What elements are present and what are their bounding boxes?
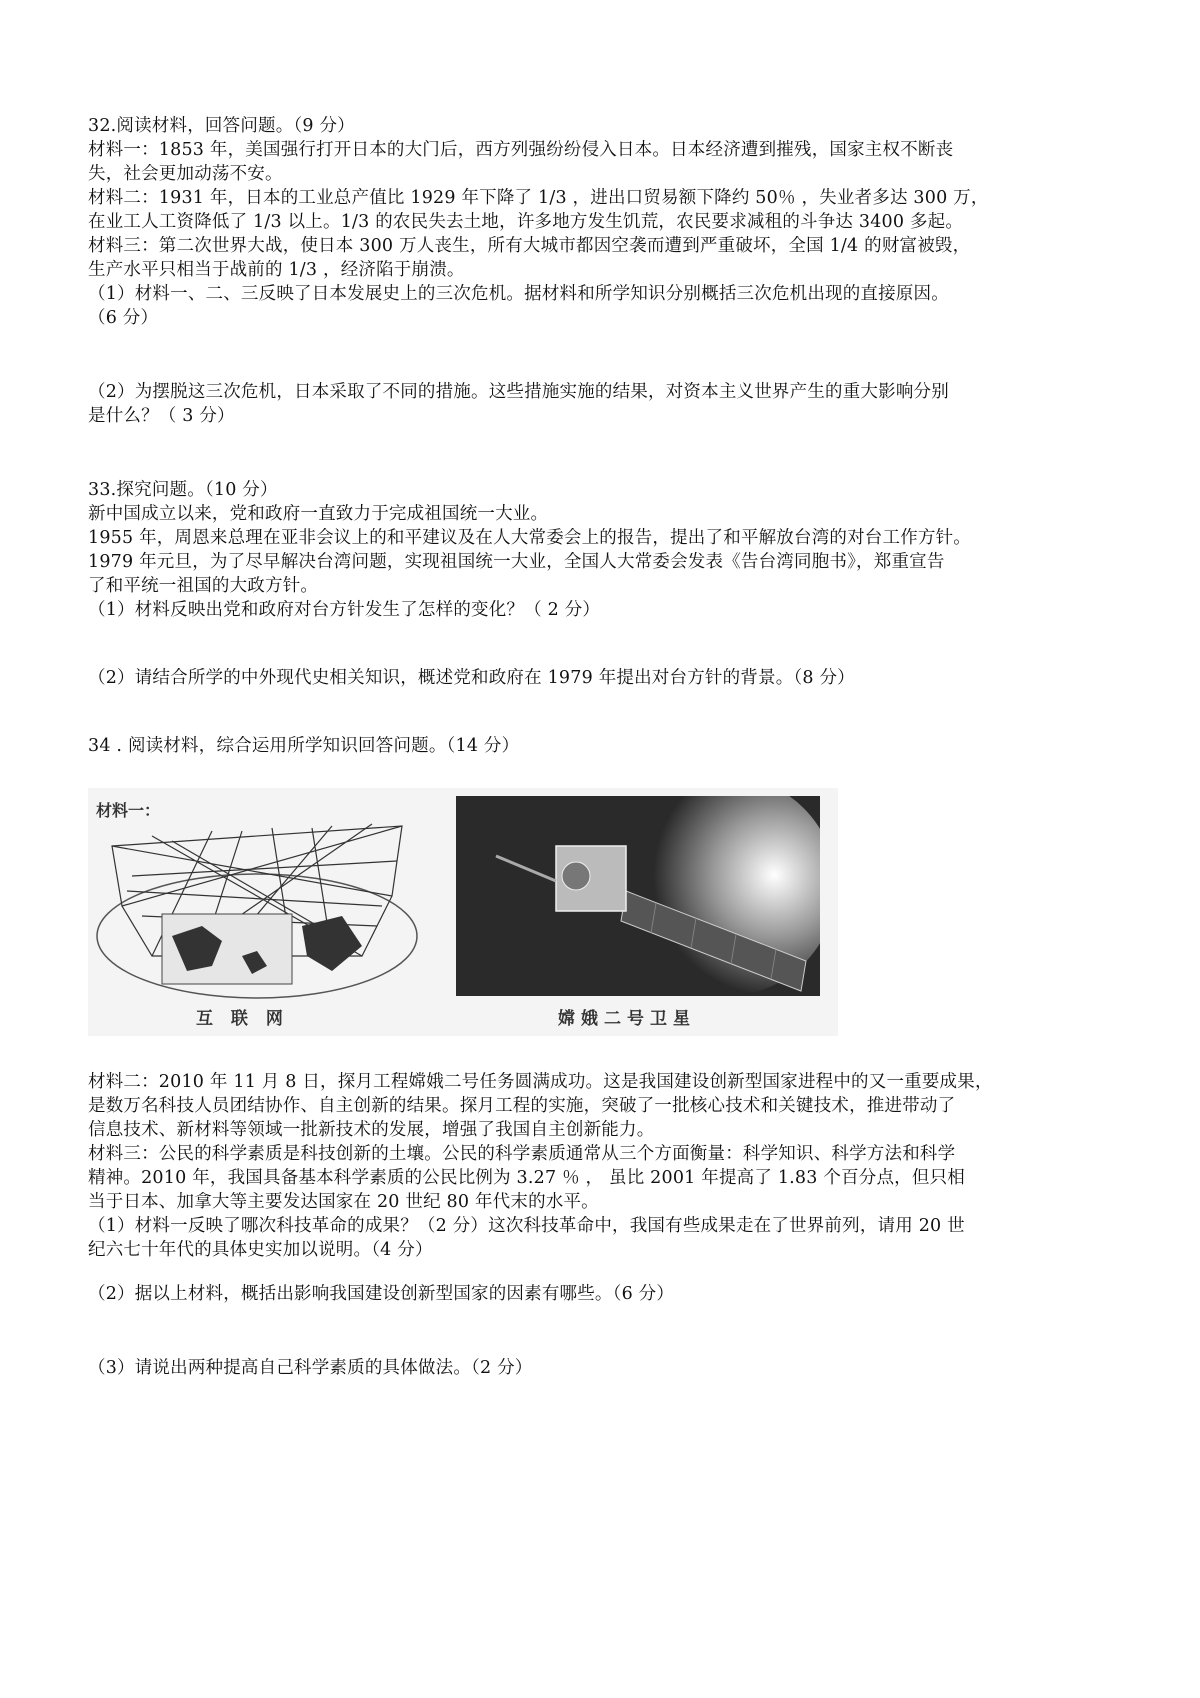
answer-space <box>88 1306 1118 1356</box>
q32-material-1-line-2: 失，社会更加动荡不安。 <box>88 164 283 184</box>
q32-material-3-line-1: 材料三：第二次世界大战，使日本 300 万人丧生，所有大城市都因空袭而遭到严重破坏，全国 1/4 的财富被毁， <box>88 236 971 256</box>
q32-sub-1-line-1: （1）材料一、二、三反映了日本发展史上的三次危机。据材料和所学知识分别概括三次危机出现的直接原因。 <box>88 284 949 304</box>
internet-caption: 互 联 网 <box>196 1009 289 1029</box>
question-33-title: 33.探究问题。（10 分） <box>88 480 278 500</box>
q34-material-2-line-2: 是数万名科技人员团结协作、自主创新的结果。探月工程的实施，突破了一批核心技术和关键技术，推进带动了 <box>88 1096 956 1116</box>
question-34-title: 34 . 阅读材料，综合运用所学知识回答问题。（14 分） <box>88 736 520 756</box>
q33-paragraph-1: 新中国成立以来，党和政府一直致力于完成祖国统一大业。 <box>88 504 549 524</box>
q32-sub-2-line-1: （2）为摆脱这三次危机，日本采取了不同的措施。这些措施实施的结果，对资本主义世界产生的重大影响分别 <box>88 382 949 402</box>
question-32-title: 32.阅读材料，回答问题。（9 分） <box>88 116 355 136</box>
q34-material-2-line-3: 信息技术、新材料等领域一批新技术的发展，增强了我国自主创新能力。 <box>88 1120 655 1140</box>
q34-sub-1-line-2: 纪六七十年代的具体史实加以说明。（4 分） <box>88 1240 433 1260</box>
exam-page <box>88 114 1118 1380</box>
q32-material-2-line-1: 材料二：1931 年，日本的工业总产值比 1929 年下降了 1/3 ，进出口贸易额下降约 50％ ，失业者多达 300 万， <box>88 188 989 208</box>
question-34 <box>88 734 1118 1380</box>
question-33 <box>88 478 1118 690</box>
answer-space <box>88 690 1118 734</box>
answer-space <box>88 1262 1118 1282</box>
change-2-satellite-image <box>456 796 820 996</box>
q32-material-1-line-1: 材料一：1853 年，美国强行打开日本的大门后，西方列强纷纷侵入日本。日本经济遭到摧残，国家主权不断丧 <box>88 140 954 160</box>
q32-material-2-line-2: 在业工人工资降低了 1/3 以上。1/3 的农民失去土地，许多地方发生饥荒，农民要求减租的斗争达 3400 多起。 <box>88 212 964 232</box>
q33-sub-1: （1）材料反映出党和政府对台方针发生了怎样的变化？（ 2 分） <box>88 600 601 620</box>
q34-sub-3: （3）请说出两种提高自己科学素质的具体做法。（2 分） <box>88 1358 533 1378</box>
q34-sub-1-line-1: （1）材料一反映了哪次科技革命的成果？（2 分）这次科技革命中，我国有些成果走在了世界前列，请用 20 世 <box>88 1216 965 1236</box>
q32-material-3-line-2: 生产水平只相当于战前的 1/3 ，经济陷于崩溃。 <box>88 260 465 280</box>
q32-sub-1-line-2: （6 分） <box>88 308 159 328</box>
q34-material-3-line-1: 材料三：公民的科学素质是科技创新的土壤。公民的科学素质通常从三个方面衡量：科学知识、科学方法和科学 <box>88 1144 956 1164</box>
q33-paragraph-2: 1955 年，周恩来总理在亚非会议上的和平建议及在人大常委会上的报告，提出了和平解放台湾的对台工作方针。 <box>88 528 971 548</box>
q34-material-3-line-2: 精神。2010 年，我国具备基本科学素质的公民比例为 3.27 ％ ， 虽比 2001 年提高了 1.83 个百分点，但只相 <box>88 1168 965 1188</box>
answer-space <box>88 622 1118 666</box>
q33-paragraph-3-line-2: 了和平统一祖国的大政方针。 <box>88 576 319 596</box>
figure-label: 材料一： <box>96 801 161 820</box>
answer-space <box>88 428 1118 478</box>
q34-material-2-line-1: 材料二：2010 年 11 月 8 日，探月工程嫦娥二号任务圆满成功。这是我国建设创新型国家进程中的又一重要成果， <box>88 1072 993 1092</box>
q32-sub-2-line-2: 是什么？（ 3 分） <box>88 406 235 426</box>
q34-sub-2: （2）据以上材料，概括出影响我国建设创新型国家的因素有哪些。（6 分） <box>88 1284 675 1304</box>
q34-material-3-line-3: 当于日本、加拿大等主要发达国家在 20 世纪 80 年代末的水平。 <box>88 1192 599 1212</box>
satellite-caption: 嫦娥二号卫星 <box>558 1009 696 1029</box>
question-32 <box>88 114 1118 428</box>
q33-sub-2: （2）请结合所学的中外现代史相关知识，概述党和政府在 1979 年提出对台方针的背景。（8 分） <box>88 668 855 688</box>
internet-map-image <box>92 806 422 1006</box>
q33-paragraph-3-line-1: 1979 年元旦，为了尽早解决台湾问题，实现祖国统一大业，全国人大常委会发表《告台湾同胞书》，郑重宣告 <box>88 552 945 572</box>
answer-space <box>88 330 1118 380</box>
material-1-figure <box>88 788 838 1036</box>
